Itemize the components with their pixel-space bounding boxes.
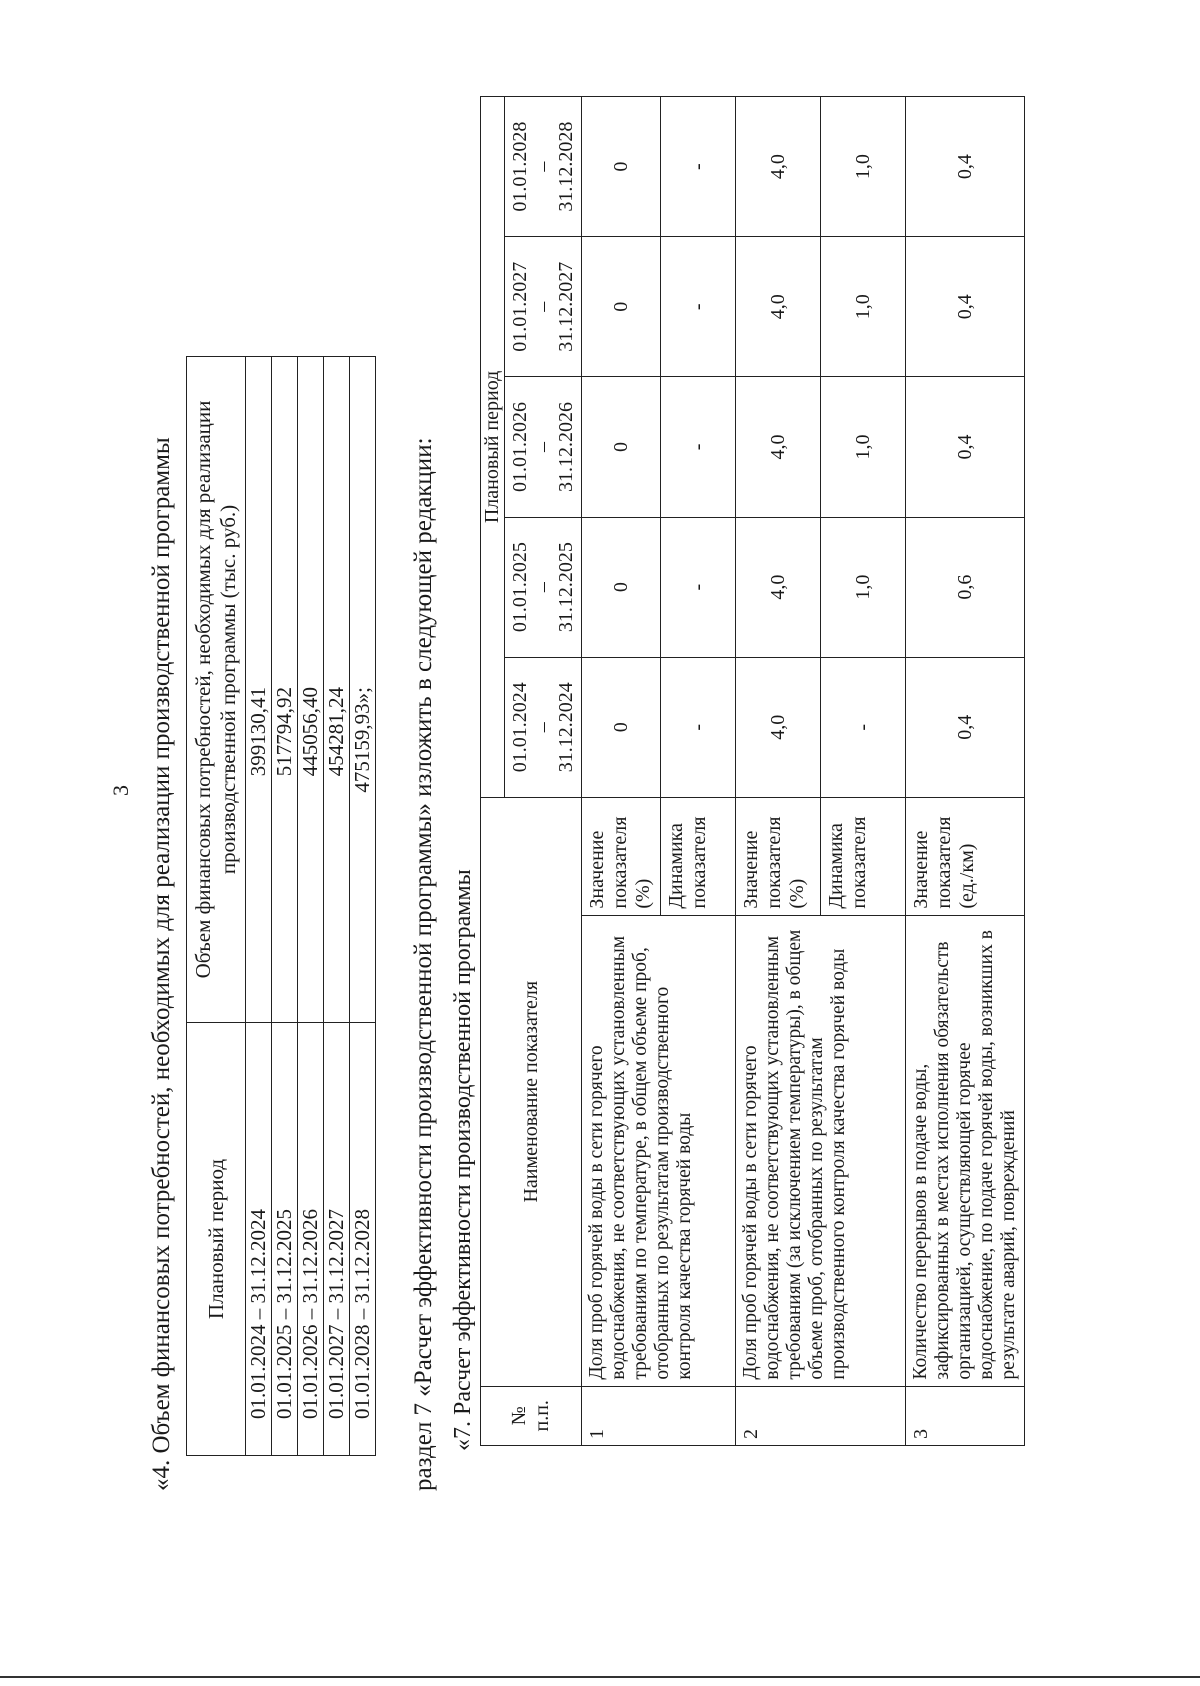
section-7-title: «7. Расчет эффективности производственной программы	[450, 869, 476, 1451]
header-period-2026: 01.01.2026 – 31.12.2026	[505, 377, 582, 517]
dynamic-cell: -	[661, 97, 736, 237]
dynamic-cell: 1,0	[821, 517, 906, 657]
value-cell: 0	[582, 237, 661, 377]
volume-cell: 517794,92	[272, 357, 298, 1023]
period-cell: 01.01.2026 – 31.12.2026	[298, 1023, 324, 1456]
header-num: № п.п.	[481, 1386, 582, 1445]
header-financial-volume: Объем финансовых потребностей, необходимых для реализации производственной программы (тыс. руб.)	[187, 357, 246, 1023]
dynamic-cell: -	[661, 237, 736, 377]
indicator-name: Доля проб горячей воды в сети горячего водоснабжения, не соответствующих установленным требованиям по температуре, в общем объеме проб, отобранных по результатам производственного контроля качества горячей воды	[582, 915, 736, 1386]
table-row	[736, 97, 821, 1446]
table-row	[298, 357, 324, 1456]
value-cell: 4,0	[736, 237, 821, 377]
value-cell: 0,6	[906, 517, 1025, 657]
table-row	[350, 357, 376, 1456]
value-cell: 0,4	[906, 657, 1025, 797]
period-cell: 01.01.2025 – 31.12.2025	[272, 1023, 298, 1456]
value-cell: 0	[582, 517, 661, 657]
efficiency-table	[480, 96, 1025, 1446]
table-row	[246, 357, 272, 1456]
header-planned-period: Плановый период	[187, 1023, 246, 1456]
header-indicator-name: Наименование показателя	[481, 797, 582, 1386]
value-label: Значение показателя (%)	[582, 797, 661, 915]
dynamic-cell: -	[821, 657, 906, 797]
table-row	[272, 357, 298, 1456]
indicator-name: Доля проб горячей воды в сети горячего водоснабжения, не соответствующих установленным требованиям (за исключением температуры), в общем объеме проб, отобранных по результатам производственного контроля качества горячей воды	[736, 915, 906, 1386]
dynamic-cell: -	[661, 657, 736, 797]
volume-cell: 475159,93»;	[350, 357, 376, 1023]
value-cell: 0	[582, 97, 661, 237]
value-label: Значение показателя (ед./км)	[906, 797, 1025, 915]
page-number: 3	[108, 785, 133, 796]
table-header-row	[187, 357, 246, 1456]
header-period-2028: 01.01.2028 – 31.12.2028	[505, 97, 582, 237]
dynamic-label: Динамика показателя	[821, 797, 906, 915]
table-row	[582, 97, 661, 1446]
row-num: 2	[736, 1386, 906, 1445]
value-cell: 4,0	[736, 657, 821, 797]
value-cell: 4,0	[736, 377, 821, 517]
table-row	[906, 97, 1025, 1446]
value-cell: 0	[582, 657, 661, 797]
dynamic-cell: -	[661, 517, 736, 657]
financial-needs-table	[186, 356, 376, 1456]
value-cell: 4,0	[736, 97, 821, 237]
row-num: 1	[582, 1386, 736, 1445]
volume-cell: 399130,41	[246, 357, 272, 1023]
dynamic-cell: 1,0	[821, 237, 906, 377]
header-period-2025: 01.01.2025 – 31.12.2025	[505, 517, 582, 657]
value-cell: 0,4	[906, 97, 1025, 237]
value-cell: 4,0	[736, 517, 821, 657]
period-cell: 01.01.2024 – 31.12.2024	[246, 1023, 272, 1456]
value-cell: 0,4	[906, 377, 1025, 517]
header-period-2027: 01.01.2027 – 31.12.2027	[505, 237, 582, 377]
table-row	[324, 357, 350, 1456]
period-cell: 01.01.2027 – 31.12.2027	[324, 1023, 350, 1456]
period-cell: 01.01.2028 – 31.12.2028	[350, 1023, 376, 1456]
dynamic-cell: 1,0	[821, 377, 906, 517]
value-cell: 0	[582, 377, 661, 517]
volume-cell: 445056,40	[298, 357, 324, 1023]
section-4-title: «4. Объем финансовых потребностей, необходимых для реализации производственной программы	[148, 437, 175, 1491]
row-num: 3	[906, 1386, 1025, 1445]
header-planned-period: Плановый период	[481, 97, 505, 798]
dynamic-cell: 1,0	[821, 97, 906, 237]
value-cell: 0,4	[906, 237, 1025, 377]
dynamic-label: Динамика показателя	[661, 797, 736, 915]
section-7-intro: раздел 7 «Расчет эффективности производственной программы» изложить в следующей редакции:	[410, 437, 437, 1491]
volume-cell: 454281,24	[324, 357, 350, 1023]
indicator-name: Количество перерывов в подаче воды, зафиксированных в местах исполнения обязательств организацией, осуществляющей горячее водоснабжение, по подаче горячей воды, возникших в результате аварий, повреждений	[906, 915, 1025, 1386]
header-period-2024: 01.01.2024 – 31.12.2024	[505, 657, 582, 797]
dynamic-cell: -	[661, 377, 736, 517]
value-label: Значение показателя (%)	[736, 797, 821, 915]
table-header-row	[481, 97, 505, 1446]
